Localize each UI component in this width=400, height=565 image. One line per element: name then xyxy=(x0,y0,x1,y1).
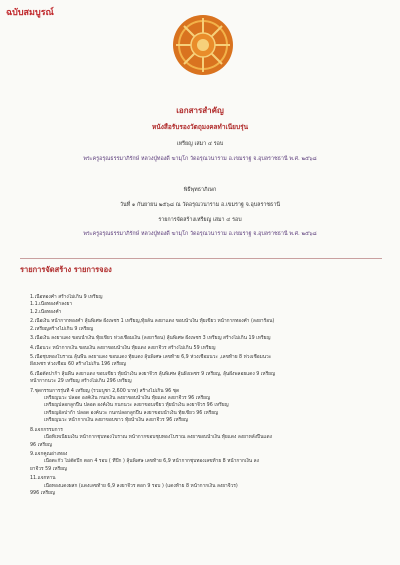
ceremony-title: พิธีพุทธาภิเษก xyxy=(183,187,217,193)
list-item: 8.แจกกรรมการ xyxy=(30,427,63,433)
list-item: 7.ชุดกรรมการรุ่นที่ 4 เหรียญ (รวมบูชา 2,600 บาท) สร้างไม่เกิน 96 ชุด xyxy=(30,388,180,394)
list-item: 9.แจกคูณอ่างทอง xyxy=(30,452,68,458)
list-item: 2.เนื้อเงิน หน้ากากทองคำ ลุ้นพิเศษ ฝังเพชร 1 เหรียญ,ทุ้ยลั่น ลงยาแดง ขอบน้ำเงิน ทุ้ยเขียว หน้ากากทองคำ (ลงยาร้อน) xyxy=(30,319,275,325)
list-item: 11.แจกทาน xyxy=(30,476,56,482)
medal-name: เหรียญ เสมา ๔ รอบ xyxy=(176,141,224,147)
list-item: เหรียญปลอกลูกปืน ปลอด องค์เงิน กนกนวะ ลงยาขอบเขียว ทุ้ยน้ำเงิน ลงยาจีวร 96 เหรียญ xyxy=(44,403,229,409)
completeness-badge: ฉบับสมบูรณ์ xyxy=(6,8,54,18)
list-item: 996 เหรียญ xyxy=(30,491,55,497)
list-item: เนื้อทิเทเนียมเงิน หน้ากากชุบทองโบราณ หน้ากากขอบชุบทองโบราณ ลงยาขอบน้ำเงิน ทุ้ยแดง ลงยาหลังปืนแดง xyxy=(44,435,272,441)
doc-subheading: หนังสือรับรองวัตถุมงคลทำเนียบรุ่น xyxy=(151,123,249,131)
list-item: 96 เหรียญ xyxy=(30,442,52,448)
list-item: 2.เหรียญสร้างไม่เกิน 9 เหรียญ xyxy=(30,326,94,332)
list-item: เหรียญนวะ หน้ากากเงิน ลงยาขอบขาว ทุ้ยน้ำเงิน ลงยาจีวร 96 เหรียญ xyxy=(44,418,188,424)
list-item: 1.เนื้อทองคำ สร้างไม่เกิน 9 เหรียญ xyxy=(30,295,103,300)
monk-line-2: พระครูอรุณธรรมาภิรักษ์ หลวงปู่ทองดี ฆามุโก วัดอรุณวนาราม อ.เขมราฐ จ.อุบลราชธานี พ.ศ. ๒๕๖๘ xyxy=(83,231,317,237)
divider xyxy=(20,258,382,259)
list-item: หน้ากากนวะ 29 เหรียญ สร้างไม่เกิน 296 เหรียญ xyxy=(30,379,132,385)
list-item: เหรียญนวะ ปลอด องค์เงิน กนกเงิน ลงยาขอบน้ำเงิน ทุ้ยแดง ลงยาจีวร 96 เหรียญ xyxy=(44,396,211,402)
doc-heading: เอกสารสำคัญ xyxy=(176,106,224,115)
list-item: เนื้อทองแดงผสก (แดงเลขท้าย 6,9 ลงยาจีวร ตอก 9 รอบ ) (แดงท้าย 8 หน้ากากเงิน ลงยาจีวร) xyxy=(44,483,238,489)
list-item: ฝังเพชร ห่วงเชื่อม 60 สร้างไม่เกิน 196 เหรียญ xyxy=(30,362,127,368)
list-item: เนื้อตะกั่ว ไม่ตัดปีก ตอก 4 รอบ ( ที่ปีก ) ลุ้นพิเศษ เลขท้าย 6,9 หน้ากากชุบทองเลขท้าย 8 หน้ากากเงิน ลง xyxy=(44,459,259,465)
list-item: 1.1.เนื้อทองคำลงยา xyxy=(30,302,73,308)
section-title: รายการจัดสร้าง รายการจอง xyxy=(20,265,112,274)
list-item: เหรียญอัลปาก้า ปลอด องค์นวะ กนกปลอกลูกปืน ลงยาขอบน้ำเงิน ทุ้ยเขียว 96 เหรียญ xyxy=(44,410,219,416)
dharma-wheel-icon xyxy=(172,14,234,76)
production-title: รายการจัดสร้างเหรียญ เสมา ๔ รอบ xyxy=(158,217,242,223)
ceremony-date: วันที่ ๑ กันยายน ๒๕๖๘ ณ วัดอรุณวนาราม อ.เขมราฐ จ.อุบลราชธานี xyxy=(119,202,281,208)
list-item: ยาจีวร 59 เหรียญ xyxy=(30,466,68,472)
item-list xyxy=(30,294,380,498)
list-item: 1.2.เนื้อทองคำ xyxy=(30,309,62,315)
list-item: 5.เนื้อชุบทองโบราณ ลุ้นพื้น ลงยาแดง ขอบแดง ทุ้ยแดง ลุ้นพิเศษ เลขท้าย 6,9 ห่วงเชื่อมนวะ ,เลขท้าย 8 ห่วงเชื่อมนวะ xyxy=(30,354,272,360)
list-item: 4.เนื้อนวะ หน้ากากเงิน ขอบเงิน ลงยาขอบน้ำเงิน ทุ้ยแดง ลงยาจีวร สร้างไม่เกิน 59 เหรียญ xyxy=(30,345,216,351)
monk-line: พระครูอรุณธรรมาภิรักษ์ หลวงปู่ทองดี ฆามุโก วัดอรุณวนาราม อ.เขมราฐ จ.อุบลราชธานี พ.ศ. ๒๕๖๘ xyxy=(83,156,317,162)
list-item: 6.เนื้อตัดปาก้า ลุ้นพื้น ลงยาแดง ขอบเขียว ทุ้ยน้ำเงิน ลงยาจีวร ลุ้นพิเศษ ลุ้นฝังเพชร 9 เหรียญ, ลุ้นฝังพลอยแดง 9 เหรียญ xyxy=(30,371,276,377)
list-item: 3.เนื้อเงิน ลงยาแดง ขอบน้ำเงิน ทุ้ยเขียว ห่วงเชื่อมเงิน (ลงยาร้อน) ลุ้นพิเศษ ฝังเพชร 3 เหรียญ สร้างไม่เกิน 19 เหรียญ xyxy=(30,336,271,342)
